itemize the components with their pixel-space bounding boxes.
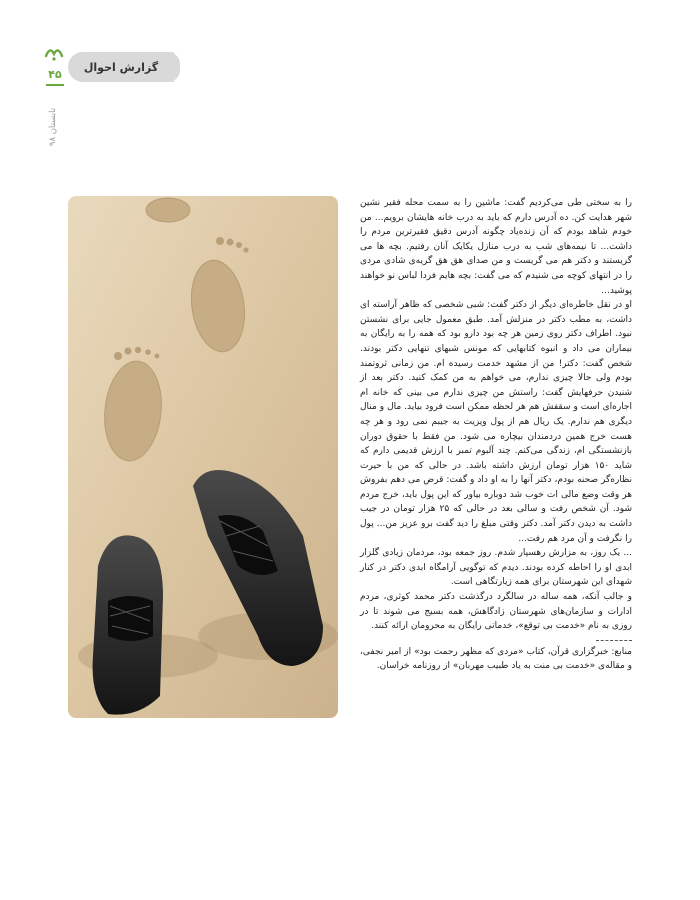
sources-separator <box>596 640 632 641</box>
sources-note: منابع: خبرگزاری قرآن، کتاب «مردی که مظهر رحمت بود» از امیر نجفی، و مقاله‌ی «خدمت بی منت به یاد طبیب مهربان» از روزنامه خراسان. <box>360 646 632 672</box>
article-paragraph: را به سختی طی می‌کردیم گفت: ماشین را به سمت محله فقیر نشین شهر هدایت کن. ده آدرس دارم که باید به درب خانه هایشان برویم... من خودم شاهد بودم که آن زنده‌یاد چگونه آدرس دقیق فقیرترین مردم را داشت... تا نیمه‌های شب به درب منازل یکایک آنان رفتیم. بچه ها می گریستند و دکتر هم می گریست و من صدای هق هق گریه‌ی شادی مردی را در انتهای کوچه می شنیدم که می گفت: بچه هایم فردا لباس نو خواهند پوشید... <box>360 198 632 296</box>
article-paragraph: و جالب آنکه، همه ساله در سالگرد درگذشت دکتر محمد کوثری، مردم ادارات و سازمان‌های شهرستان زادگاهش، همه بسیج می شوند تا در روزی به نام «خدمت بی توقع»، خدماتی رایگان به محرومان ارائه کنند. <box>360 592 632 632</box>
shoe-left <box>93 535 163 714</box>
article-paragraph: او در نقل خاطره‌ای دیگر از دکتر گفت: شبی شخصی که ظاهر آراسته ای داشت، به مطب دکتر در منزلش آمد. طبق معمول جایی برای نشستن نبود. اطراف دکتر روی زمین هر چه بود دارو بود که همه را به رایگان به بیماران می داد و انبوه کتابهایی که مونس شبهای تنهایی دکتر بودند. شخص گفت: دکتر! من از مشهد خدمت رسیده ام. من زمانی ثروتمند بودم ولی حالا چیزی ندارم، می خواهم به من کمک کنید. دکتر بعد از شنیدن حرفهایش گفت: راستش من چیزی ندارم می بینی که خانه ام اجاره‌ای است و سقفش هم هر لحظه ممکن است فرود بیاید. مال و منال دیگری هم ندارم. یک ریال هم از پول ویزیت به جیبم نمی رود و هر چه هست خرج همین دردمندان بیچاره می شود. من فقط با حقوق دوران بازنشستگی ام، زندگی می‌کنم. چند آلبوم تمبر با ارزش قدیمی دارم که شاید ۱۵۰ هزار تومان ارزش داشته باشد. در حالی که من با حیرت نظاره‌گر صحنه بودم، دکتر آنها را به او داد و گفت: قرض می دهم بفروش هر وقت وضع مالی ات خوب شد دوباره بیاور که این پول باید، خرج مردم شود. آن شخص رفت و سالی بعد در حالی که ۲۵ هزار تومان در جیب داشت به دیدن دکتر آمد. دکتر وقتی مبلغ را دید گفت برو عزیز من... پول را نگرفت و آن مرد هم رفت... <box>360 300 632 544</box>
article-photo <box>68 196 338 718</box>
article-paragraph: ... یک روز، به مزارش رهسپار شدم. روز جمعه بود، مردمان زیادی گلزار ابدی او را احاطه کرده بودند. دیدم که توگویی آرامگاه ابدی دکتر در کنار شهدای این شهرستان برای همه زیارتگاهی است. <box>360 548 632 588</box>
issue-label: تابستان ۹۸ <box>48 107 58 147</box>
divider <box>46 84 64 86</box>
article-body <box>360 196 632 674</box>
page-number: ۴۵ <box>48 68 62 81</box>
section-title: گزارش احوال <box>68 52 174 82</box>
magazine-logo-icon <box>44 44 64 62</box>
